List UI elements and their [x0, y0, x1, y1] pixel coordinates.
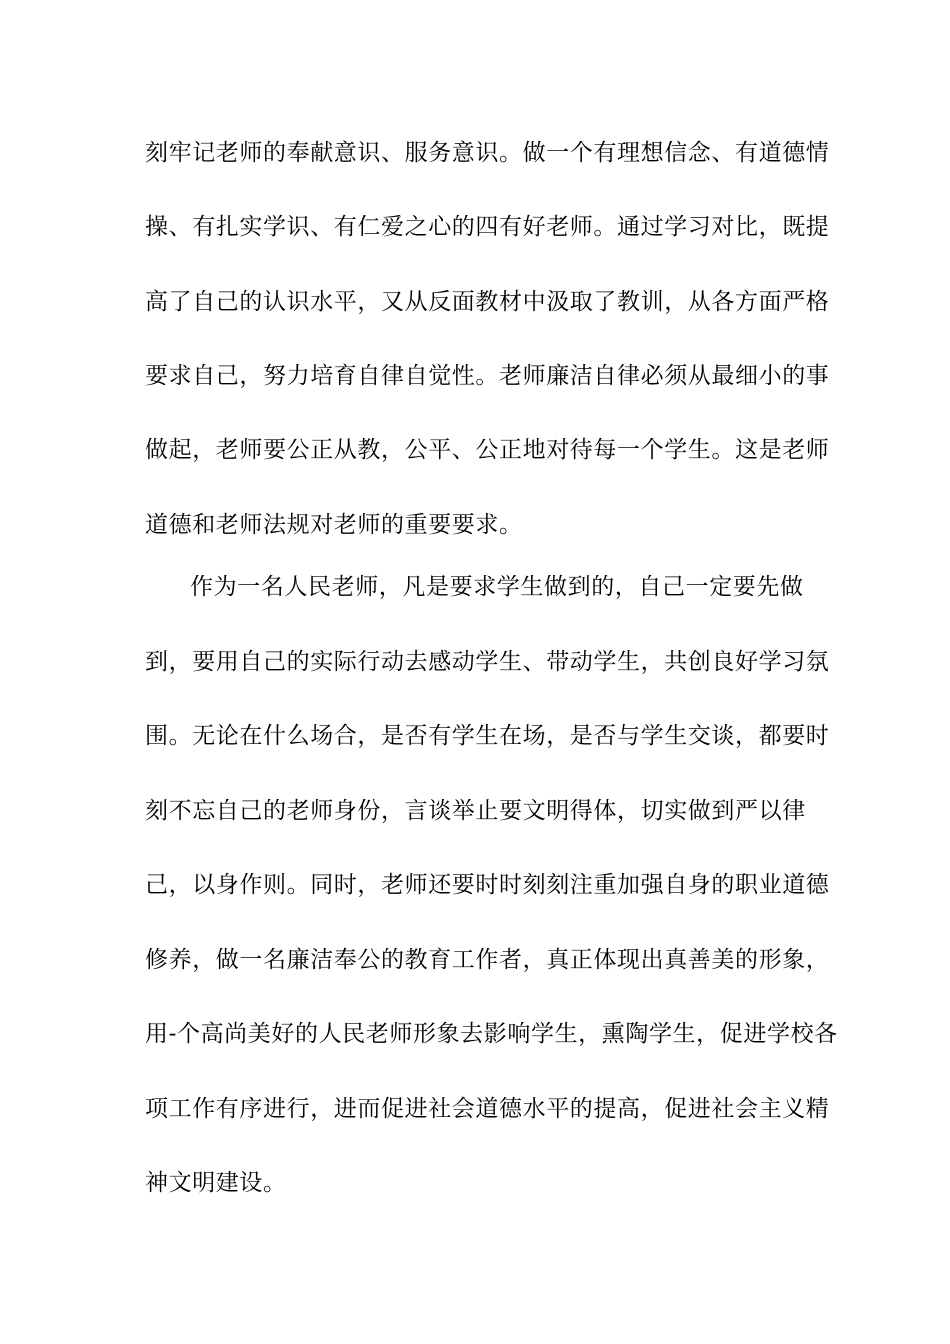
text-line: 用-个高尚美好的人民老师形象去影响学生，熏陶学生，促进学校各 [145, 1021, 838, 1047]
paragraph-first-line: 作为一名人民老师，凡是要求学生做到的，自己一定要先做 [190, 574, 804, 600]
text-line: 刻牢记老师的奉献意识、服务意识。做一个有理想信念、有道德情 [145, 140, 830, 166]
text-line: 修养，做一名廉洁奉公的教育工作者，真正体现出真善美的形象， [145, 947, 830, 973]
text-line: 操、有扎实学识、有仁爱之心的四有好老师。通过学习对比，既提 [145, 214, 830, 240]
text-line: 刻不忘自己的老师身份，言谈举止要文明得体，切实做到严以律 [145, 798, 806, 824]
text-line: 要求自己，努力培育自律自觉性。老师廉洁自律必须从最细小的事 [145, 363, 830, 389]
text-line: 己，以身作则。同时，老师还要时时刻刻注重加强自身的职业道德 [145, 872, 830, 898]
text-line: 道德和老师法规对老师的重要要求。 [145, 512, 523, 538]
text-line: 做起，老师要公正从教，公平、公正地对待每一个学生。这是老师 [145, 437, 830, 463]
text-line: 项工作有序进行，进而促进社会道德水平的提高，促进社会主义精 [145, 1096, 830, 1122]
text-line: 到，要用自己的实际行动去感动学生、带动学生，共创良好学习氛 [145, 649, 830, 675]
text-line: 神文明建设。 [145, 1170, 287, 1196]
text-line: 高了自己的认识水平，又从反面教材中汲取了教训，从各方面严格 [145, 289, 830, 315]
text-line: 围。无论在什么场合，是否有学生在场，是否与学生交谈，都要时 [145, 723, 830, 749]
